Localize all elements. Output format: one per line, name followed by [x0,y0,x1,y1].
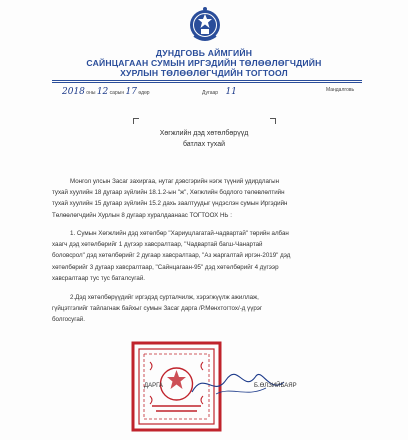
body-line: тухай хуулийн 18 дугаар зүйлийн 18.1.2-ын "ж", Хөгжлийн бодлого төлөвлөлтийн [52,189,285,197]
body-line: тухай хуулийн 15 дугаар зүйлийн 15.2 дахь заалтуудыг үндэслэн сумын Иргэдийн [52,200,288,208]
body-line: гүйцэтгэлийг тайлагнаж байхыг сумын Засаг дарга /Р.Мөнхтогтох/-д үүрэг [52,305,263,313]
date-month-suffix: сарын [109,90,125,96]
signatory-title: ДАРГА [144,383,163,389]
date-month: 12 [96,87,109,97]
number-row [202,87,237,97]
number-label: Дугаар [202,90,219,96]
header-line-2: САЙНЦАГААН СУМЫН ИРГЭДИЙН ТӨЛӨӨЛӨГЧДИЙН [86,58,322,68]
body-line: боловсрол" дэд хөтөлбөрийг 2 дугаар хавсралтаар, "Аз жаргалтай иргэн-2019" дэд [52,252,291,260]
subject-bracket-right [270,118,276,124]
body-item-2 [52,292,370,326]
body-line: болгосугай. [52,316,85,324]
date-year-suffix: оны [86,90,96,96]
document-number: 11 [225,87,237,97]
subject-line-1: Хөгжлийн дэд хөтөлбөрүүд [159,130,249,137]
header-rule [52,80,362,81]
state-emblem-icon [188,6,222,46]
date-day: 17 [125,87,137,97]
body-line: хаагч дэд хөтөлбөрийг 1 дүгээр хавсралтаар, "Чадвартай багш-Чанартай [52,241,263,249]
body-line: 1. Сумын Хөгжлийн дэд хөтөлбөр "Хариуцлагатай-чадвартай" төрийн албан [70,230,289,237]
body-line: хөтөлбөрийг 3 дугаар хавсралтаар, "Сайнцагаан-95" дэд хөтөлбөрийг 4 дүгээр [52,263,279,271]
date-row [62,87,150,97]
header-rule-2 [52,82,362,83]
place-name: Мандалговь [326,87,355,93]
body-line: 2.Дэд хөтөлбөрүүдийг иргэдэд сурталчилж, хэрэгжүүлж ажиллаж, [70,294,259,301]
header-line-3: ХУРЛЫН ТӨЛӨӨЛӨГЧДИЙН ТОГТООЛ [120,68,288,78]
date-day-suffix: өдөр [138,90,150,96]
body-intro [52,176,370,221]
subject-bracket-left [133,118,139,124]
body-line: хавсралтаар тус тус баталсугай. [52,274,146,282]
date-year: 2018 [62,87,85,97]
body-line: Төлөөлөгчдийн Хурлын 8 дугаар хуралдаанаас ТОГТООХ НЬ : [52,211,232,219]
body-item-1 [52,228,370,284]
subject-line-2: батлах тухай [182,141,226,148]
signatory-name: Б.ӨЛЗИЙБАЯР [254,383,297,389]
header-line-1: ДУНДГОВЬ АЙМГИЙН [155,48,253,58]
body-line: Монгол улсын Засаг захиргаа, нутаг дэвсгэрийн нэгж түүний удирдлагын [70,178,280,185]
